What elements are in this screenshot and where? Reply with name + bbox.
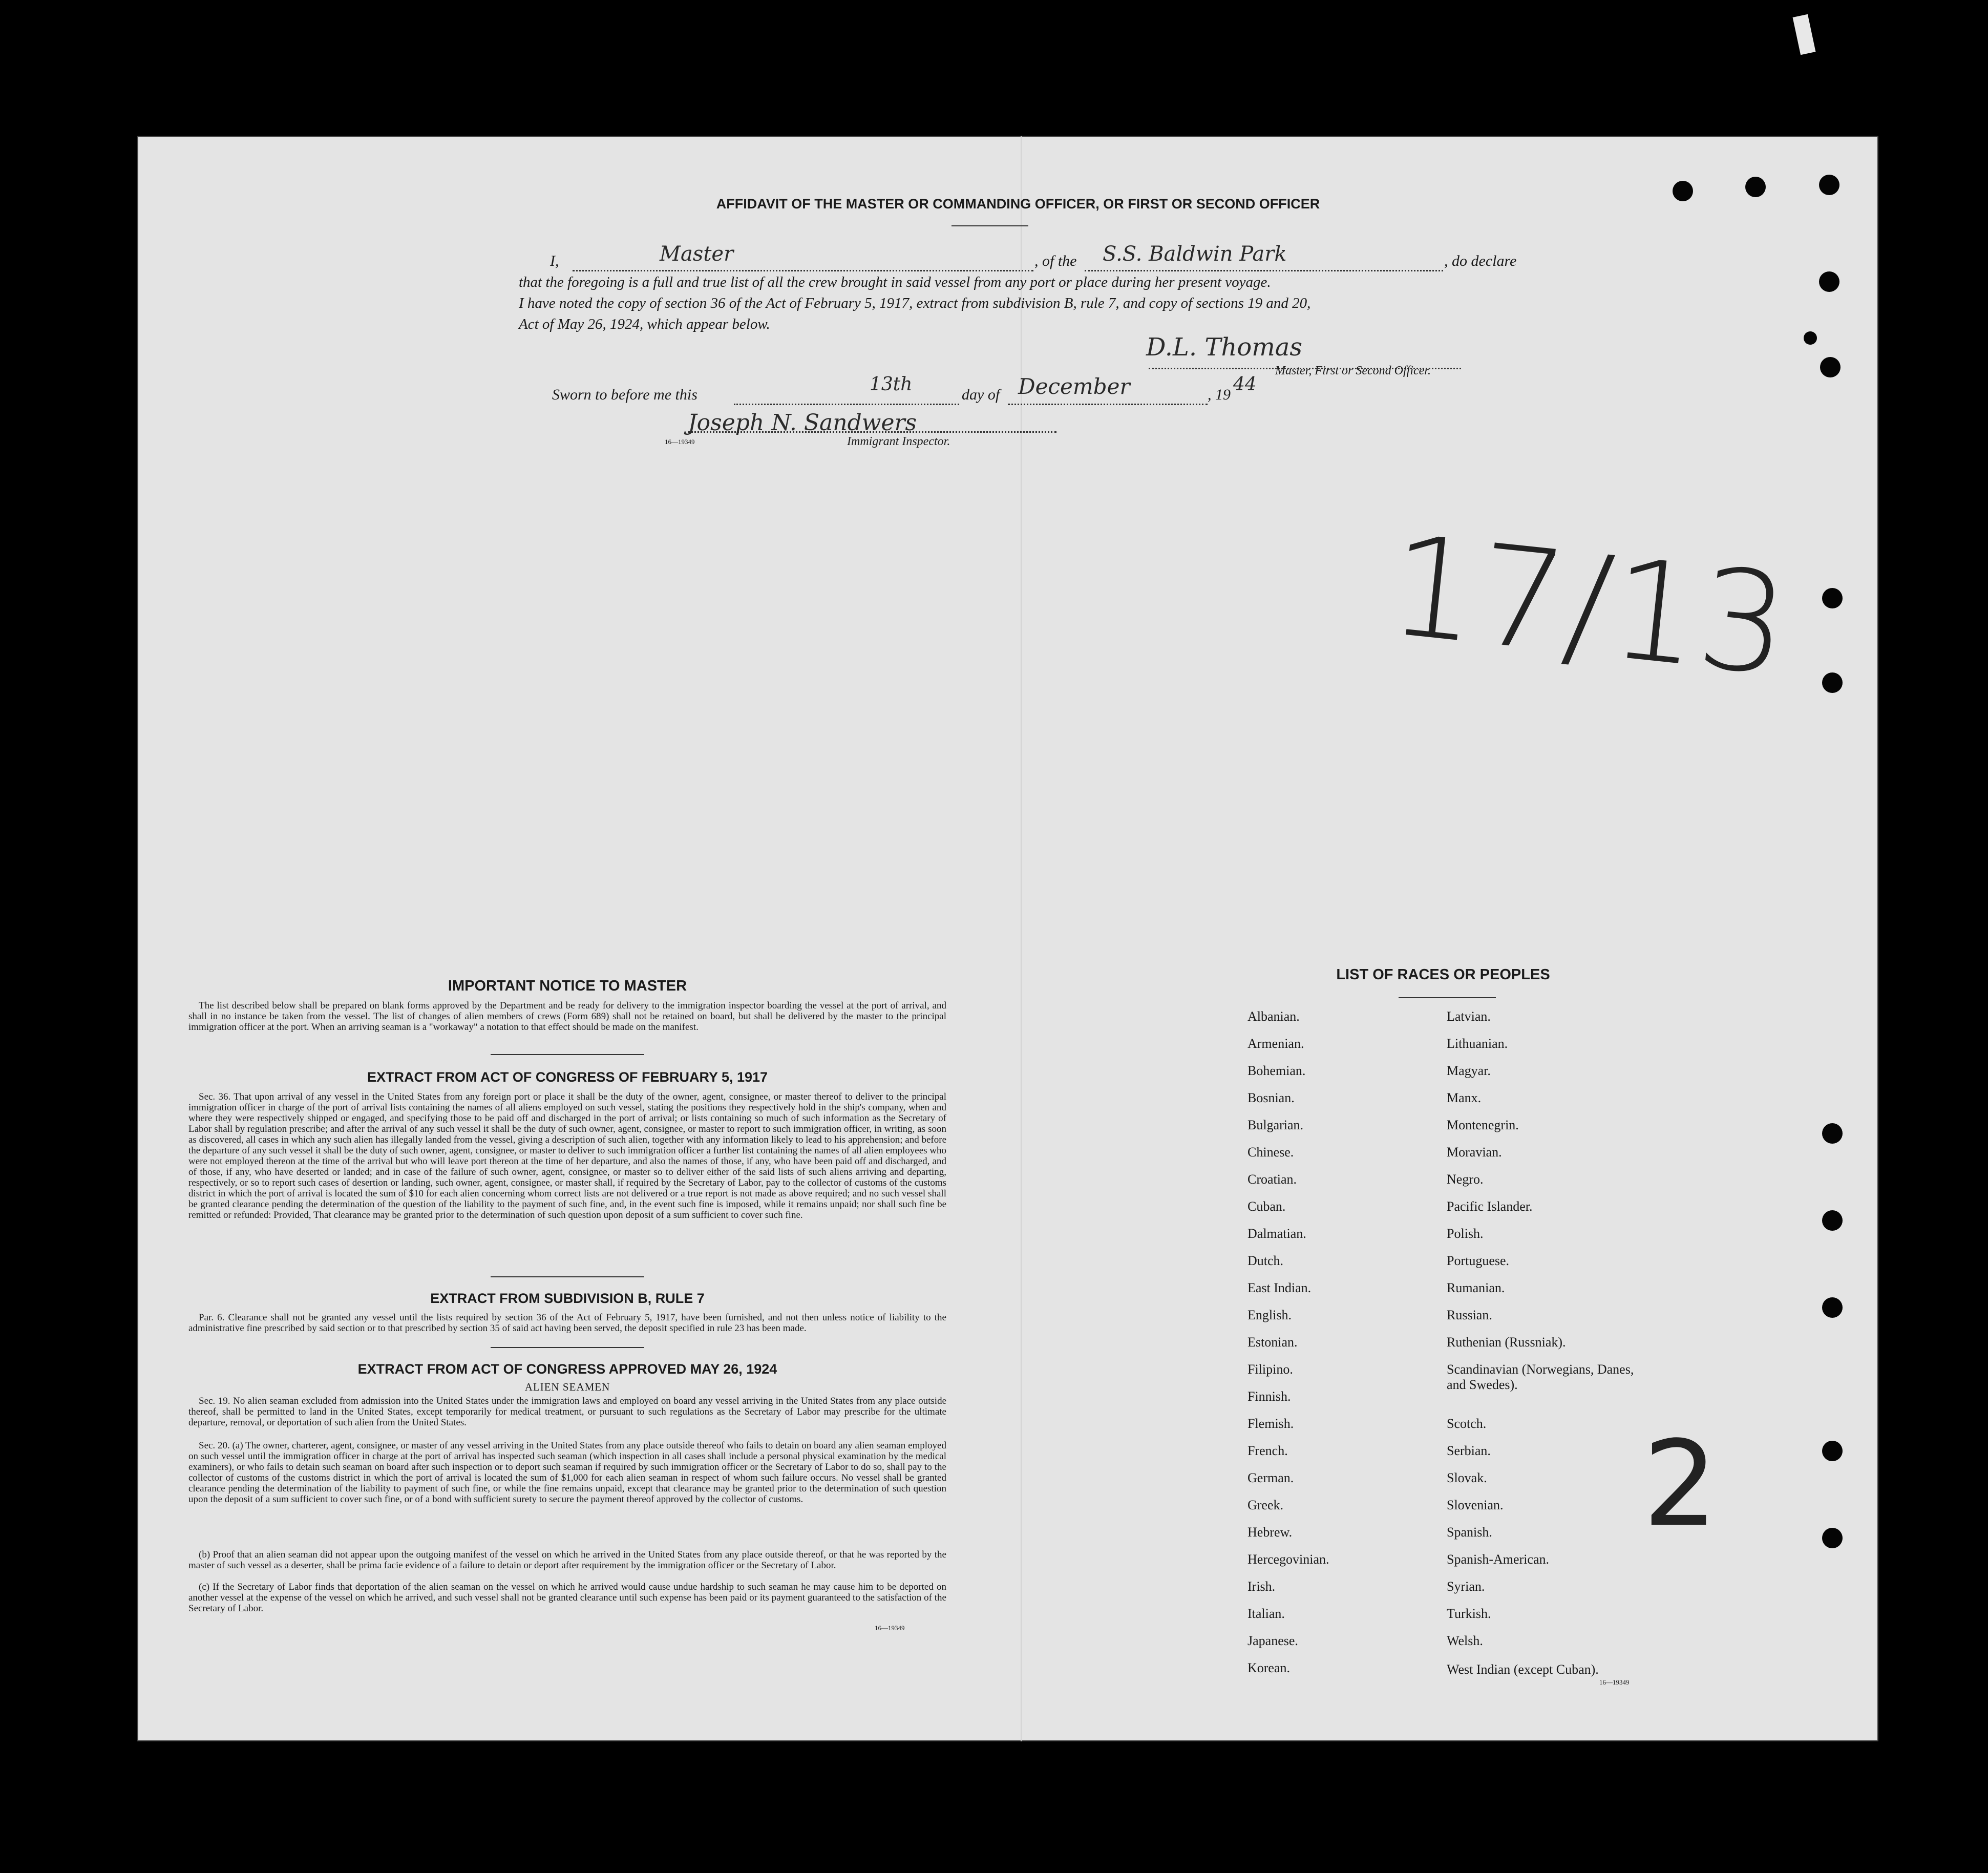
affidavit-title: AFFIDAVIT OF THE MASTER OR COMMANDING OFFICER, OR FIRST OR SECOND OFFICER xyxy=(716,196,1320,212)
race-item: Welsh. xyxy=(1447,1633,1483,1648)
race-item: West Indian (except Cuban). xyxy=(1447,1662,1599,1677)
race-item: Magyar. xyxy=(1447,1063,1491,1078)
race-item: Slovak. xyxy=(1447,1470,1487,1485)
races-rule xyxy=(1399,997,1496,998)
race-item: Montenegrin. xyxy=(1447,1118,1519,1132)
affidavit-line3: I have noted the copy of section 36 of the Act of February 5, 1917, extract from subdivision B, rule 7, and copy of sections 19 and 20, xyxy=(519,295,1311,311)
race-item: Korean. xyxy=(1247,1660,1291,1675)
race-item: Moravian. xyxy=(1447,1145,1502,1160)
notice-rule xyxy=(491,1054,644,1055)
race-item: Hercegovinian. xyxy=(1247,1552,1329,1567)
punch-hole xyxy=(1804,331,1817,345)
race-item: Finnish. xyxy=(1247,1389,1291,1404)
race-item: Polish. xyxy=(1447,1226,1484,1241)
race-item: Rumanian. xyxy=(1447,1280,1505,1295)
handwritten-number: 2 xyxy=(1643,1416,1718,1553)
race-item: Armenian. xyxy=(1247,1036,1304,1051)
race-item: Estonian. xyxy=(1247,1335,1298,1350)
race-item: Albanian. xyxy=(1247,1009,1300,1024)
extract3-sec20b: (b) Proof that an alien seaman did not appear upon the outgoing manifest of the vessel on which he arrived in the United States from any place outside thereof, or that he was reported by the master of such vessel as a deserter, shall be prima facie evidence of a failure to detain or deport after requirement by the immigration officer or the Secretary of Labor. xyxy=(188,1549,946,1571)
race-item: Lithuanian. xyxy=(1447,1036,1508,1051)
master-handwritten: Master xyxy=(660,242,734,266)
sworn-text: Sworn to before me this xyxy=(552,386,697,403)
of-the-text: , of the xyxy=(1034,252,1077,269)
race-item: Hebrew. xyxy=(1247,1525,1293,1540)
affidavit-line2: that the foregoing is a full and true list of all the crew brought in said vessel from any port or place during her present voyage. xyxy=(519,274,1271,290)
master-line xyxy=(573,255,1033,271)
race-item: Italian. xyxy=(1247,1606,1285,1621)
extract2-text: Par. 6. Clearance shall not be granted any vessel until the lists required by section 36 of the Act of February 5, 1917, have been furnished, and not then unless notice of liability to the administrative fine prescribed by said section or to that prescribed by section 35 of said act having been served, the deposit specified in rule 23 has been made. xyxy=(188,1312,946,1334)
race-item: Scandinavian (Norwegians, Danes, and Swedes). xyxy=(1447,1362,1634,1392)
master-signature: D.L. Thomas xyxy=(1146,333,1303,362)
race-item: French. xyxy=(1247,1443,1288,1458)
race-item: Cuban. xyxy=(1247,1199,1286,1214)
day-handwritten: 13th xyxy=(870,374,913,395)
race-item: Turkish. xyxy=(1447,1606,1491,1621)
race-item: German. xyxy=(1247,1470,1294,1485)
extract1-text: Sec. 36. That upon arrival of any vessel in the United States from any foreign port or place it shall be the duty of the owner, agent, consignee, or master thereof to deliver to the principal immigration officer in charge of the port of arrival lists containing the names of all aliens employed on such vessel, stating the positions they respectively hold in the ship's company, when and where they were respectively shipped or engaged, and specifying those to be paid off and discharged in the port of arrival; or lists containing so much of such information as the Secretary of Labor shall by regulation prescribe; and after the arrival of any such vessel it shall be the duty of such owner, agent, consignee, or master to report to such immigration officer, in writing, as soon as discovered, all cases in which any such alien has illegally landed from the vessel, giving a description of such alien, together with any information likely to lead to his apprehension; and before the departure of any such vessel it shall be the duty of such owner, agent, consignee, or master to deliver to such immigration officer a further list containing the names of all alien employees who were not employed thereon at the time of the arrival but who will leave port thereon at the time of her departure, and also the names of those, if any, who have been paid off and discharged, and of those, if any, who have deserted or landed; and in case of the failure of such owner, agent, consignee, or master so to deliver either of the said lists of such aliens arriving and departing, respectively, or so to report such cases of desertion or landing, such owner, agent, consignee, or master shall, if required by the Secretary of Labor, pay to the collector of customs of the customs district in which the port of arrival is located the sum of $10 for each alien concerning whom correct lists are not delivered or a true report is not made as above required; and no such vessel shall be granted clearance pending the determination of the question of the liability to the payment of such fine, and, in the event such fine is imposed, while it remains unpaid; nor shall such fine be remitted or refunded: Provided, That clearance may be granted prior to the determination of such question upon deposit of a sum sufficient to cover such fine. xyxy=(188,1091,946,1220)
punch-hole xyxy=(1819,271,1839,292)
do-declare-text: , do declare xyxy=(1444,252,1517,269)
race-item: Spanish. xyxy=(1447,1525,1492,1540)
extract3-title: EXTRACT FROM ACT OF CONGRESS APPROVED MAY 26, 1924 xyxy=(357,1361,777,1377)
race-item: Pacific Islander. xyxy=(1447,1199,1533,1214)
form-number: 16—19349 xyxy=(665,438,695,446)
signature-caption: Master, First or Second Officer. xyxy=(1275,364,1431,377)
race-item: Russian. xyxy=(1447,1308,1492,1322)
month-handwritten: December xyxy=(1018,374,1130,399)
year-prefix: , 19 xyxy=(1208,386,1231,403)
race-item: Croatian. xyxy=(1247,1172,1297,1187)
extract3-sec20c: (c) If the Secretary of Labor finds that deportation of the alien seaman on the vessel on which he arrived would cause undue hardship to such seaman he may cause him to be deported on another vessel at the expense of the vessel on which he arrived, and such vessel shall not be granted clearance until such expense has been paid or its payment guaranteed to the satisfaction of the Secretary of Labor. xyxy=(188,1582,946,1614)
race-item: Greek. xyxy=(1247,1498,1284,1512)
paper-edge xyxy=(1793,14,1816,55)
race-item: Manx. xyxy=(1447,1090,1482,1105)
extract3-subtitle: ALIEN SEAMEN xyxy=(524,1381,610,1393)
document-page xyxy=(137,136,1878,1741)
punch-hole xyxy=(1822,588,1843,608)
extract1-title: EXTRACT FROM ACT OF CONGRESS OF FEBRUARY 5, 1917 xyxy=(367,1069,768,1085)
punch-hole xyxy=(1820,357,1841,377)
race-item: Portuguese. xyxy=(1447,1253,1510,1268)
race-item: Flemish. xyxy=(1247,1416,1294,1431)
race-item: Dutch. xyxy=(1247,1253,1284,1268)
race-item: English. xyxy=(1247,1308,1292,1322)
punch-hole xyxy=(1822,1210,1843,1231)
race-item: Syrian. xyxy=(1447,1579,1485,1594)
punch-hole xyxy=(1822,1123,1843,1144)
extract3-sec20a: Sec. 20. (a) The owner, charterer, agent, consignee, or master of any vessel arriving in the United States from any place outside thereof who fails to detain on board any alien seaman employed on such vessel until the immigration officer in charge at the port of arrival has inspected such seaman (which inspection in all cases shall include a personal physical examination by the medical examiners), or who fails to detain such seaman on board after such inspection or to deport such seaman if required by such immigration officer or the Secretary of Labor to do so, shall pay to the collector of customs of the customs district in which the port of arrival is located the sum of $1,000 for each alien seaman in respect of whom such failure occurs. No vessel shall be granted clearance pending the determination of the liability to payment of such fine, or while the fine remains unpaid, except that clearance may be granted prior to the determination of such question upon the deposit of a sum sufficient to cover such fine, or of a bond with sufficient surety to secure the payment thereof approved by the collector of customs. xyxy=(188,1440,946,1505)
punch-hole xyxy=(1822,672,1843,693)
punch-hole xyxy=(1822,1441,1843,1461)
inspector-caption: Immigrant Inspector. xyxy=(847,435,950,448)
races-form-number: 16—19349 xyxy=(1599,1678,1630,1686)
day-line xyxy=(734,388,959,405)
punch-hole xyxy=(1819,175,1839,195)
notice-text: The list described below shall be prepared on blank forms approved by the Department and be ready for delivery to the immigration inspector boarding the vessel at the port of arrival, and shall in no instance be taken from the vessel. The list of changes of alien members of crews (Form 689) shall not be retained on board, but shall be delivered by the master to the principal immigration officer at the port. When an arriving seaman is a "workaway" a notation to that effect should be made on the manifest. xyxy=(188,1000,946,1033)
day-of-text: day of xyxy=(962,386,1000,403)
race-item: Ruthenian (Russniak). xyxy=(1447,1335,1566,1350)
races-title: LIST OF RACES OR PEOPLES xyxy=(1336,966,1550,983)
extract1-rule xyxy=(491,1276,644,1277)
punch-hole xyxy=(1673,181,1693,201)
race-item: Scotch. xyxy=(1447,1416,1487,1431)
affidavit-line4: Act of May 26, 1924, which appear below. xyxy=(519,316,770,332)
race-item: Negro. xyxy=(1447,1172,1484,1187)
notice-title: IMPORTANT NOTICE TO MASTER xyxy=(448,978,687,994)
race-item: Bohemian. xyxy=(1247,1063,1306,1078)
race-item: Latvian. xyxy=(1447,1009,1491,1024)
extract2-title: EXTRACT FROM SUBDIVISION B, RULE 7 xyxy=(430,1291,705,1306)
handwritten-fraction: 17/13 xyxy=(1382,504,1795,707)
race-item: Bosnian. xyxy=(1247,1090,1295,1105)
affidavit-i: I, xyxy=(550,252,559,269)
race-item: Chinese. xyxy=(1247,1145,1294,1160)
punch-hole xyxy=(1745,177,1766,197)
extract2-rule xyxy=(491,1347,644,1348)
extract3-sec19: Sec. 19. No alien seaman excluded from admission into the United States under the immigration laws and employed on board any vessel arriving in the United States from any place outside thereof, shall be permitted to land in the United States, except temporarily for medical treatment, or pursuant to such regulations as the Secretary of Labor may prescribe for the ultimate departure, removal, or deportation of such alien from the United States. xyxy=(188,1396,946,1428)
race-item: Dalmatian. xyxy=(1247,1226,1306,1241)
extract3-form-number: 16—19349 xyxy=(875,1624,905,1632)
race-item: Filipino. xyxy=(1247,1362,1293,1377)
punch-hole xyxy=(1822,1528,1843,1548)
race-item: Slovenian. xyxy=(1447,1498,1504,1512)
race-item: Japanese. xyxy=(1247,1633,1298,1648)
title-rule xyxy=(951,225,1028,226)
vessel-handwritten: S.S. Baldwin Park xyxy=(1103,242,1287,266)
race-item: Irish. xyxy=(1247,1579,1276,1594)
inspector-signature: Joseph N. Sandwers xyxy=(688,410,917,436)
year-handwritten: 44 xyxy=(1233,374,1257,395)
race-item: Serbian. xyxy=(1447,1443,1491,1458)
race-item: Spanish-American. xyxy=(1447,1552,1550,1567)
race-item: Bulgarian. xyxy=(1247,1118,1304,1132)
punch-hole xyxy=(1822,1297,1843,1318)
race-item: East Indian. xyxy=(1247,1280,1312,1295)
